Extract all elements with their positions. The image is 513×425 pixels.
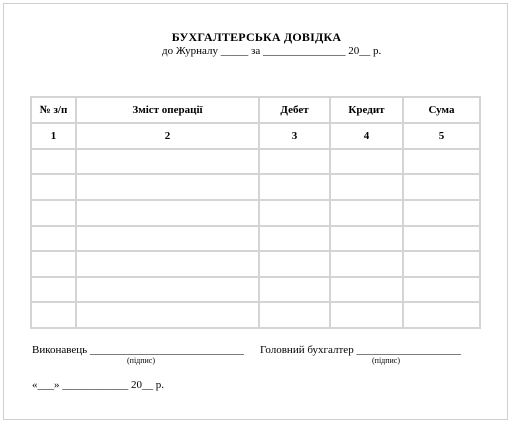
column-number: 2 [76, 123, 259, 149]
document-title: БУХГАЛТЕРСЬКА ДОВІДКА [171, 30, 342, 44]
header-credit: Кредит [330, 97, 403, 123]
table-cell [403, 149, 480, 175]
table-cell [31, 149, 76, 175]
operations-table [30, 96, 481, 329]
table-cell [403, 200, 480, 226]
table-cell [403, 302, 480, 328]
table-cell [76, 174, 259, 200]
table-cell [403, 226, 480, 252]
executor-signature-line: Виконавець ____________________________ [32, 344, 244, 356]
header-debit: Дебет [259, 97, 330, 123]
table-row [31, 226, 480, 252]
table-cell [31, 302, 76, 328]
column-numbers-row [31, 123, 480, 149]
table-cell [403, 174, 480, 200]
document-subtitle: до Журналу _____ за _______________ 20__ р. [162, 45, 382, 57]
table-cell [76, 149, 259, 175]
table-cell [31, 174, 76, 200]
column-number: 5 [403, 123, 480, 149]
table-row [31, 200, 480, 226]
table-row [31, 302, 480, 328]
table-cell [76, 200, 259, 226]
table-cell [76, 302, 259, 328]
table-row [31, 149, 480, 175]
table-cell [76, 226, 259, 252]
column-number: 4 [330, 123, 403, 149]
executor-signature-hint: (підпис) [127, 356, 156, 365]
table-cell [330, 251, 403, 277]
table-cell [330, 200, 403, 226]
table-cell [259, 302, 330, 328]
table-cell [259, 226, 330, 252]
chief-accountant-signature-hint: (підпис) [372, 356, 401, 365]
date-line: «___» ____________ 20__ р. [32, 379, 164, 391]
table-cell [259, 149, 330, 175]
table-row [31, 251, 480, 277]
column-number: 3 [259, 123, 330, 149]
chief-accountant-signature-line: Головний бухгалтер ___________________ [260, 344, 461, 356]
table-cell [31, 200, 76, 226]
table-cell [403, 277, 480, 303]
header-sum: Сума [403, 97, 480, 123]
table-cell [259, 200, 330, 226]
column-number: 1 [31, 123, 76, 149]
table-cell [259, 251, 330, 277]
table-cell [76, 251, 259, 277]
header-number: № з/п [31, 97, 76, 123]
table-cell [259, 174, 330, 200]
table-cell [330, 149, 403, 175]
table-cell [330, 302, 403, 328]
table-cell [330, 226, 403, 252]
table-cell [330, 174, 403, 200]
table-cell [330, 277, 403, 303]
table-cell [31, 226, 76, 252]
table-cell [31, 277, 76, 303]
table-cell [31, 251, 76, 277]
table-cell [403, 251, 480, 277]
table-cell [76, 277, 259, 303]
table-cell [259, 277, 330, 303]
table-row [31, 277, 480, 303]
header-operation-content: Зміст операції [76, 97, 259, 123]
table-row [31, 174, 480, 200]
